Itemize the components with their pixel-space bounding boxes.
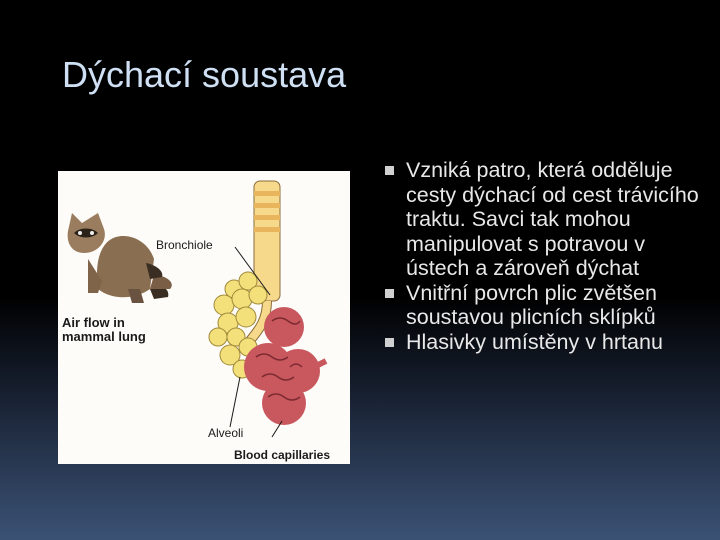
label-alveoli: Alveoli (208, 426, 244, 440)
bullet-list (384, 158, 714, 354)
square-bullet-icon (385, 289, 394, 298)
label-blood-capillaries: Blood capillaries (234, 448, 331, 462)
label-bronchiole: Bronchiole (156, 238, 213, 252)
raccoon-icon (68, 213, 172, 303)
lung-illustration (58, 171, 350, 464)
bullet-item (384, 281, 714, 330)
bullet-text: Vzniká patro, která odděluje cesty dýchací od cest trávicího traktu. Savci tak mohou manipulovat s potravou v ústech a zároveň dýchat (406, 158, 699, 280)
bullet-item (384, 158, 714, 281)
square-bullet-icon (385, 166, 394, 175)
bullet-text: Hlasivky umístěny v hrtanu (406, 329, 663, 354)
bullet-item (384, 330, 714, 355)
label-airflow-line2: mammal lung (62, 329, 146, 344)
label-airflow-line1: Air flow in (62, 315, 125, 330)
slide-title: Dýchací soustava (62, 54, 347, 95)
bullet-text: Vnitřní povrch plic zvětšen soustavou plicních sklípků (406, 280, 657, 329)
square-bullet-icon (385, 338, 394, 347)
